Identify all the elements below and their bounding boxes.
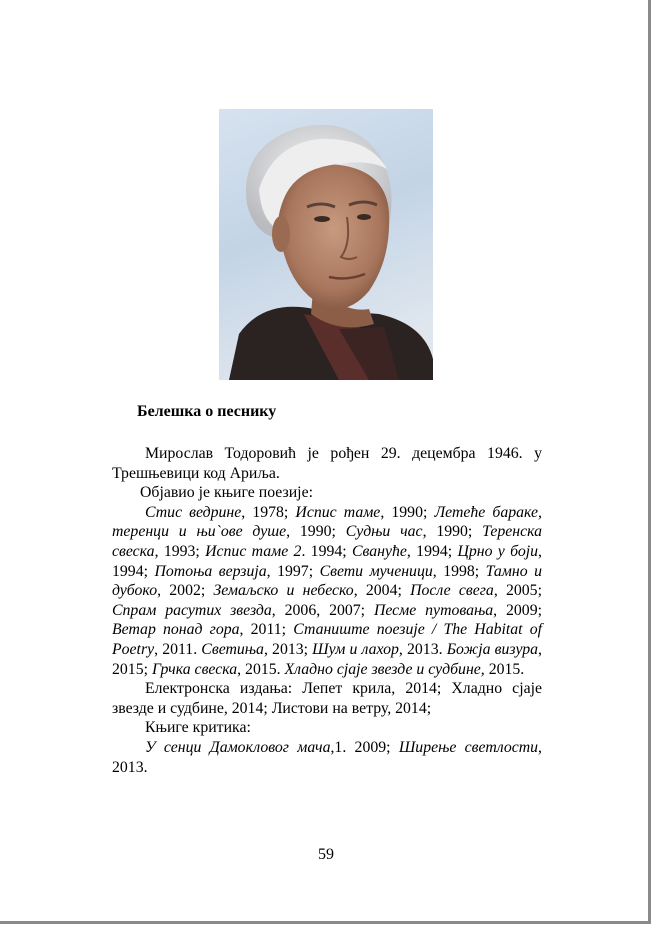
poetry-book-title: Станиште поезије / The Habitat of Poetry (112, 621, 542, 658)
poetry-book-title: Судњи час (345, 523, 423, 541)
poetry-book-detail: , 2015. (237, 660, 285, 678)
poetry-book-detail: , 2004; (353, 582, 411, 600)
poetry-book-title: Спрам расутих звезда (112, 601, 272, 619)
poetry-book-detail: , 2002; (157, 582, 214, 600)
poetry-book-title: Теренска свеска (112, 523, 542, 560)
poetry-book-detail: , 2011; (239, 621, 294, 639)
poetry-books-list (112, 503, 542, 679)
poetry-book-detail: , 2006, 2007; (271, 601, 374, 619)
poetry-book-detail: , 1997; (266, 562, 320, 580)
criticism-book-title: У сенци Дамокловог мача (145, 738, 331, 756)
poetry-book-detail: . 1994; (301, 542, 352, 560)
poetry-book-title: Шум и лахор (312, 640, 399, 658)
biography-text (112, 444, 542, 777)
poetry-book-detail: , 1990; (380, 503, 435, 521)
criticism-books-list (112, 738, 542, 777)
bio-paragraph: Мирослав Тодоровић је рођен 29. децембра 1946. у Трешњевици код Ариља. (112, 445, 542, 482)
poetry-book-detail: , 2005; (493, 582, 542, 600)
poetry-intro: Објавио је књиге поезије: (140, 484, 313, 502)
poetry-book-detail: , 1990; (286, 523, 346, 541)
poetry-book-detail: , 2013; (263, 640, 313, 658)
electronic-editions: Електронска издања: Лепет крила, 2014; Хладно сјаје звезде и судбине, 2014; Листови на ветру, 2014; (112, 680, 542, 717)
poetry-book-title: Испис таме (295, 503, 381, 521)
criticism-book-detail: , 2013. (112, 738, 542, 776)
poetry-book-title: Божја визура (446, 640, 539, 658)
poet-portrait-photo (219, 109, 433, 380)
poetry-book-title: Тамно и дубоко (112, 562, 542, 600)
poetry-book-title: Потоња верзија (154, 562, 267, 580)
poetry-book-title: Свануће (351, 542, 407, 560)
poetry-book-detail: , 1994; (406, 542, 458, 560)
poetry-book-title: Светиња (201, 640, 264, 658)
poetry-book-title: Свети мученици (319, 562, 433, 580)
poetry-book-detail: , 1978; (241, 503, 296, 521)
poetry-book-detail: 2015. (484, 660, 525, 678)
page-number: 59 (318, 846, 334, 863)
poetry-book-detail: , 1994; (112, 542, 542, 580)
poetry-book-detail: , 2013. (398, 640, 447, 658)
poetry-book-title: Грчка свеска (151, 660, 238, 678)
poetry-book-title: Ветар понад гора (112, 621, 240, 639)
poetry-book-title: Песме путовања (373, 601, 494, 619)
poetry-book-detail: , 2009; (493, 601, 542, 619)
note-heading: Белешка о песнику (137, 403, 277, 420)
poetry-book-detail: , 1990; (422, 523, 483, 541)
criticism-book-detail: ,1. 2009; (330, 738, 399, 756)
criticism-book-title: Ширење светлости (398, 738, 539, 756)
poetry-book-detail: , 1998; (432, 562, 486, 580)
poetry-book-title: После свега (410, 582, 494, 600)
poetry-book-title: Хладно сјаје звезде и судбине, (284, 660, 485, 678)
poetry-book-title: Летеће бараке, теренци и њи`ове душе (112, 503, 542, 541)
poetry-book-title: Испис таме 2 (205, 542, 302, 560)
poetry-book-detail: , 2015; (112, 640, 542, 678)
poetry-book-title: Црно у боји (457, 542, 539, 560)
poetry-book-title: Стис ведрине (145, 503, 242, 521)
poetry-book-title: Земаљско и небеско (213, 582, 354, 600)
criticism-intro: Књиге критика: (145, 719, 251, 737)
poetry-book-detail: , 2011. (154, 640, 202, 658)
poetry-book-detail: , 1993; (154, 542, 206, 560)
